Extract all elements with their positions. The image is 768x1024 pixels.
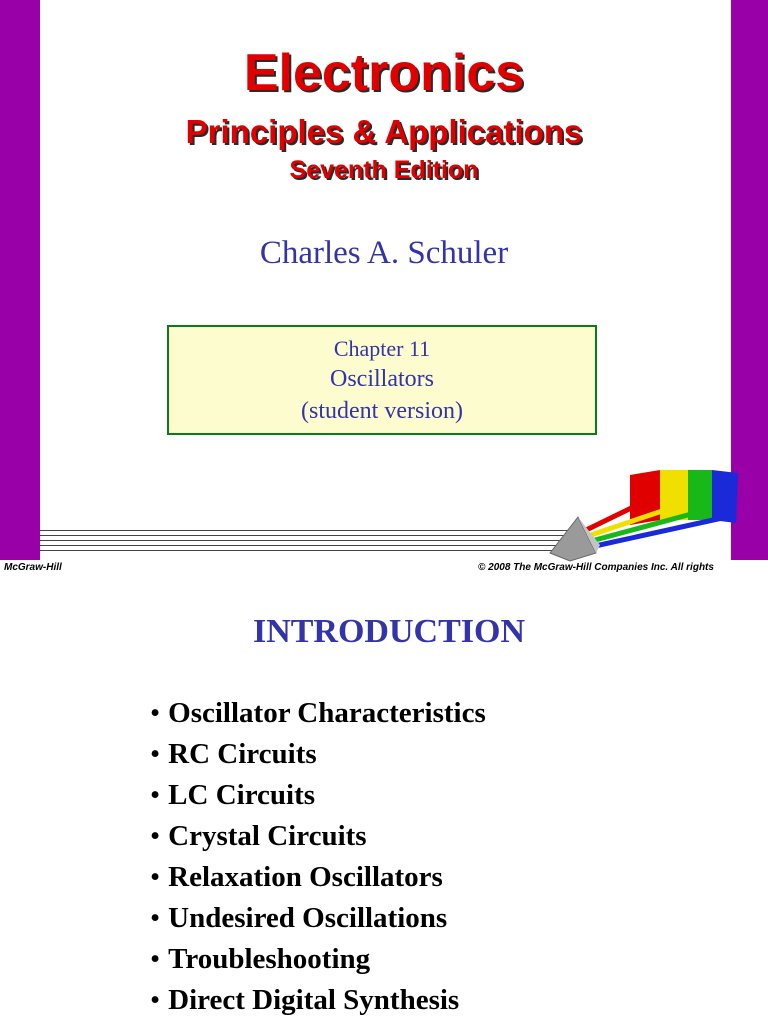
list-item	[150, 898, 486, 939]
bullet-icon: •	[150, 861, 161, 893]
list-item-text: Crystal Circuits	[168, 820, 367, 852]
list-item	[150, 734, 486, 775]
list-item	[150, 980, 486, 1021]
bullet-icon: •	[150, 943, 161, 975]
list-item-text: Undesired Oscillations	[168, 902, 448, 934]
list-item-text: Relaxation Oscillators	[168, 861, 443, 893]
book-edition: Seventh Edition	[289, 156, 479, 184]
list-item	[150, 693, 486, 734]
topic-list	[150, 693, 486, 1021]
list-item-text: LC Circuits	[168, 779, 316, 811]
list-item-text: Troubleshooting	[168, 943, 371, 975]
bullet-icon: •	[150, 779, 161, 811]
list-item-text: Oscillator Characteristics	[168, 697, 486, 729]
bullet-icon: •	[150, 820, 161, 852]
decorative-rules	[40, 530, 585, 560]
chapter-version: (student version)	[301, 398, 463, 424]
list-item-text: Direct Digital Synthesis	[168, 984, 460, 1016]
chapter-name: Oscillators	[330, 366, 434, 392]
list-item-text: RC Circuits	[168, 738, 317, 770]
list-item	[150, 816, 486, 857]
chapter-box	[167, 325, 597, 435]
bullet-icon: •	[150, 902, 161, 934]
publisher-footer: McGraw-Hill	[4, 562, 62, 573]
chapter-number: Chapter 11	[333, 336, 431, 361]
introduction-slide	[0, 580, 768, 1024]
prism-light-icon	[540, 465, 745, 565]
introduction-title: INTRODUCTION	[252, 613, 526, 650]
bullet-icon: •	[150, 697, 161, 729]
list-item	[150, 857, 486, 898]
author-name: Charles A. Schuler	[259, 235, 509, 271]
list-item	[150, 775, 486, 816]
bullet-icon: •	[150, 984, 161, 1016]
bullet-icon: •	[150, 738, 161, 770]
book-title: Electronics	[243, 44, 525, 102]
book-subtitle: Principles & Applications	[185, 113, 583, 150]
copyright-footer: © 2008 The McGraw-Hill Companies Inc. All rights	[478, 562, 714, 573]
list-item	[150, 939, 486, 980]
